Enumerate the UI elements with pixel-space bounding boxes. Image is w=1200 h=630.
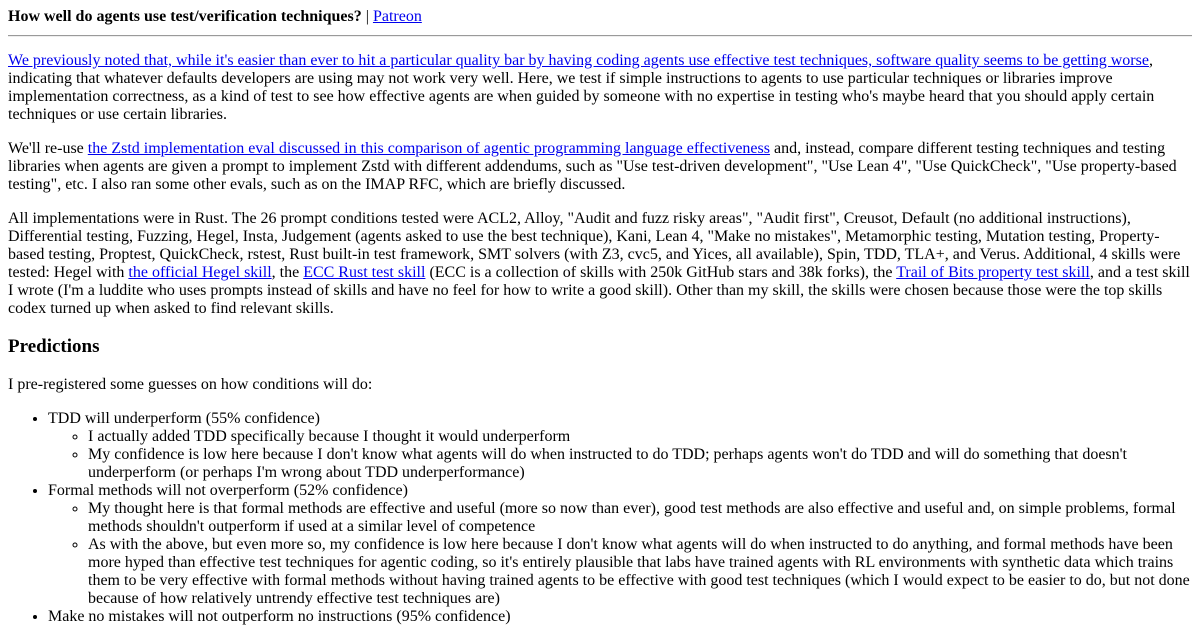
header-separator: |: [361, 8, 373, 25]
reuse-paragraph: [8, 140, 1192, 194]
ecc-rust-skill-link[interactable]: ECC Rust test skill: [303, 264, 426, 281]
implementations-text-2: , the: [271, 264, 304, 281]
implementations-text-1: All implementations were in Rust. The 26 prompt conditions tested were ACL2, Alloy, "Audit and fuzz risky areas", "Audit first", Creusot, Default (no additional instructions), Differential testing, Fuzzing, Hegel, Insta, Judgement (agents asked to use the best technique), Kani, Lean 4, "Make no mistakes", Metamorphic testing, Mutation testing, Property-based testing, Proptest, QuickCheck, rstest, Rust built-in test framework, SMT solvers (with Z3, cvc5, and Yices, all available), Spin, TDD, TLA+, and Verus. Additional, 4 skills were tested: Hegel with: [8, 210, 1181, 281]
zstd-eval-link[interactable]: the Zstd implementation eval discussed in this comparison of agentic programming language effectiveness: [87, 140, 770, 157]
prediction-subitem: ◦ My confidence is low here because I don't know what agents will do when instructed to do TDD; perhaps agents won't do TDD and will do something that doesn't underperform (or perhaps I'm wrong about TDD underperformance): [88, 446, 1192, 482]
implementations-text-3: (ECC is a collection of skills with 250k GitHub stars and 38k forks), the: [425, 264, 897, 281]
prediction-subitem: ◦ As with the above, but even more so, my confidence is low here because I don't know what agents will do when instructed to do anything, and formal methods have been more hyped than effective test techniques for agentic coding, so it's entirely plausible that labs have trained agents with RL environments with synthetic data which trains them to be very effective with formal methods without having trained agents to be effective with good test techniques (which I would expect to be easier to do, but not done because of how relatively untrendy effective test techniques are): [88, 536, 1192, 608]
page-title: How well do agents use test/verification techniques?: [8, 8, 362, 25]
prediction-item-tdd: [48, 410, 1192, 482]
implementations-text-4: , and a test skill I wrote (I'm a luddite who uses prompts instead of skills and have no feel for how to write a good skill). Other than my skill, the skills were chosen because those were the top skills codex turned up when asked to find relevant skills.: [8, 264, 1190, 317]
prediction-label: TDD will underperform (55% confidence): [48, 410, 320, 427]
intro-paragraph: [8, 52, 1192, 124]
prediction-item-no-mistakes: [48, 608, 1192, 626]
previous-post-link[interactable]: We previously noted that, while it's easier than ever to hit a particular quality bar by having coding agents use effective test techniques, software quality seems to be getting worse: [8, 52, 1149, 69]
implementations-paragraph: [8, 210, 1192, 318]
patreon-link[interactable]: Patreon: [372, 8, 422, 25]
prediction-subitem: ◦ My thought here is that formal methods are effective and useful (more so now than ever), good test methods are also effective and useful and, on simple problems, formal methods shouldn't outperform if used at a similar level of competence: [88, 500, 1192, 536]
prediction-label: Make no mistakes will not outperform no instructions (95% confidence): [48, 608, 511, 625]
hegel-skill-link[interactable]: the official Hegel skill: [128, 264, 272, 281]
trail-of-bits-skill-link[interactable]: Trail of Bits property test skill: [896, 264, 1090, 281]
prediction-item-formal-methods: [48, 482, 1192, 608]
predictions-intro: I pre-registered some guesses on how conditions will do:: [8, 376, 373, 393]
prediction-sublist: [48, 500, 1192, 608]
header-divider: [8, 35, 1192, 37]
predictions-heading: Predictions: [8, 336, 100, 357]
reuse-text-before: We'll re-use: [8, 140, 88, 157]
predictions-list: [8, 410, 1192, 626]
prediction-subitem: ◦ I actually added TDD specifically because I thought it would underperform: [88, 428, 1192, 446]
intro-text: , indicating that whatever defaults developers are using may not work very well. Here, we test if simple instructions to agents to use particular techniques or libraries improve implementation correctness, as a kind of test to see how effective agents are when guided by someone with no expertise in testing who's maybe heard that you should apply certain techniques or use certain libraries.: [8, 52, 1155, 123]
reuse-text-after: and, instead, compare different testing techniques and testing libraries when agents are given a prompt to implement Zstd with different addendums, such as "Use test-driven development", "Use Lean 4", "Use QuickCheck", "Use property-based testing", etc. I also ran some other evals, such as on the IMAP RFC, which are briefly discussed.: [8, 140, 1177, 193]
page-header: [8, 7, 1192, 27]
prediction-label: Formal methods will not overperform (52% confidence): [48, 482, 408, 499]
prediction-sublist: [48, 428, 1192, 482]
